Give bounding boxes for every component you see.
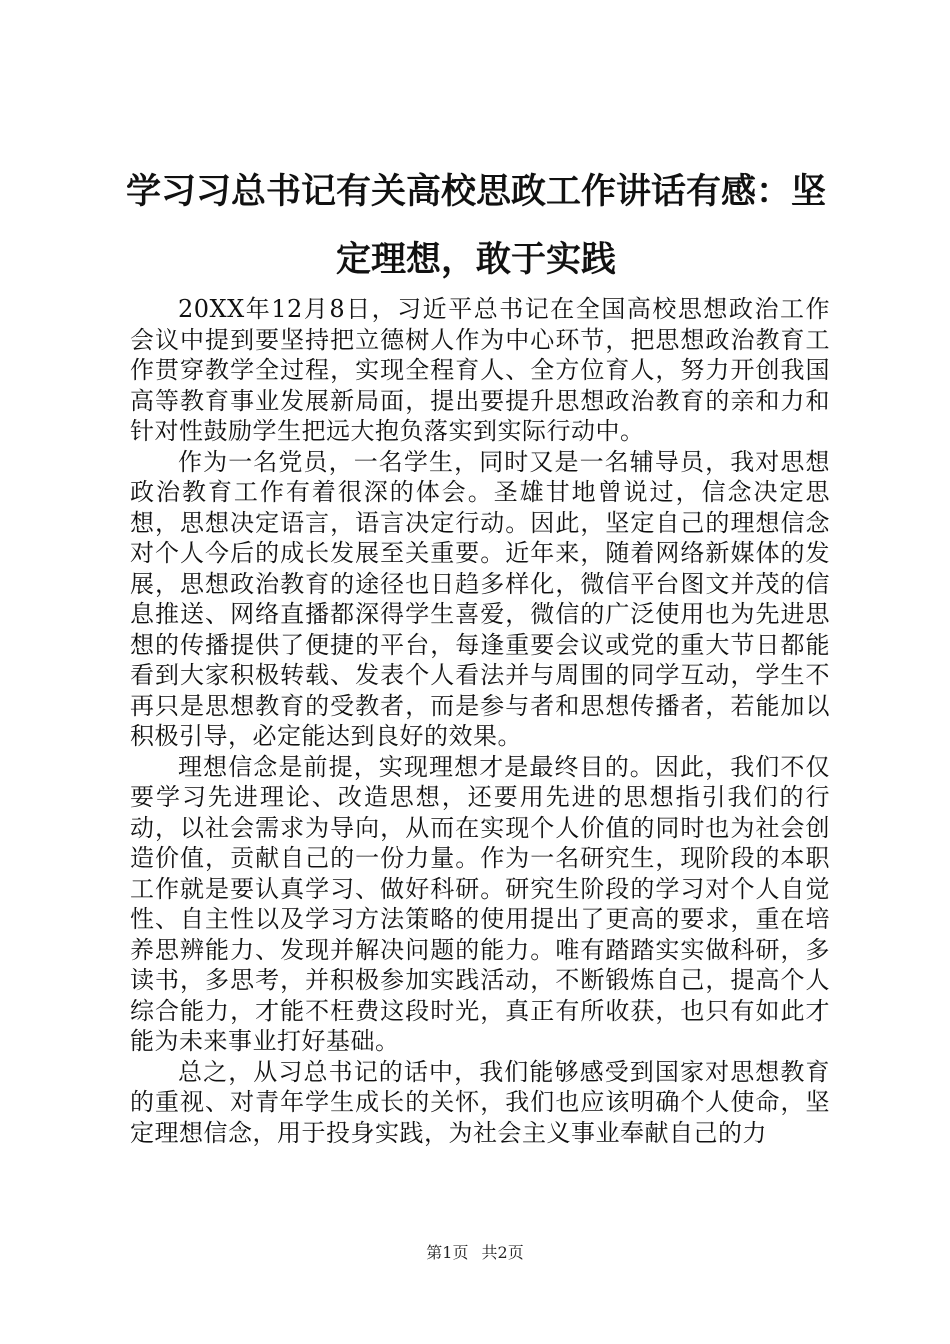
page-number: 第1页 [426, 1243, 469, 1262]
page-footer [0, 1243, 950, 1263]
document-title: 学习习总书记有关高校思政工作讲话有感：坚定理想，敢于实践 [125, 172, 826, 280]
paragraph: 理想信念是前提，实现理想才是最终目的。因此，我们不仅要学习先进理论、改造思想，还要用先进的思想指引我们的行动，以社会需求为导向，从而在实现个人价值的同时也为社会创造价值，贡献自己的一份力量。作为一名研究生，现阶段的本职工作就是要认真学习、做好科研。研究生阶段的学习对个人自觉性、自主性以及学习方法策略的使用提出了更高的要求，重在培养思辨能力、发现并解决问题的能力。唯有踏踏实实做科研，多读书，多思考，并积极参加实践活动，不断锻炼自己，提高个人综合能力，才能不枉费这段时光，真正有所收获，也只有如此才能为未来事业打好基础。 [130, 752, 830, 1055]
paragraph: 20XX年12月8日，习近平总书记在全国高校思想政治工作会议中提到要坚持把立德树人作为中心环节，把思想政治教育工作贯穿教学全过程，实现全程育人、全方位育人，努力开创我国高等教育事业发展新局面，提出要提升思想政治教育的亲和力和针对性鼓励学生把远大抱负落实到实际行动中。 [130, 295, 830, 445]
paragraph: 作为一名党员，一名学生，同时又是一名辅导员，我对思想政治教育工作有着很深的体会。圣雄甘地曾说过，信念决定思想，思想决定语言，语言决定行动。因此，坚定自己的理想信念对个人今后的成长发展至关重要。近年来，随着网络新媒体的发展，思想政治教育的途径也日趋多样化，微信平台图文并茂的信息推送、网络直播都深得学生喜爱，微信的广泛使用也为先进思想的传播提供了便捷的平台，每逢重要会议或党的重大节日都能看到大家积极转载、发表个人看法并与周围的同学互动，学生不再只是思想教育的受教者，而是参与者和思想传播者，若能加以积极引导，必定能达到良好的效果。 [130, 447, 830, 750]
paragraph: 总之，从习总书记的话中，我们能够感受到国家对思想教育的重视、对青年学生成长的关怀，我们也应该明确个人使命，坚定理想信念，用于投身实践，为社会主义事业奉献自己的力 [130, 1057, 830, 1147]
page-total: 共2页 [481, 1243, 524, 1262]
document-body [130, 294, 830, 1148]
